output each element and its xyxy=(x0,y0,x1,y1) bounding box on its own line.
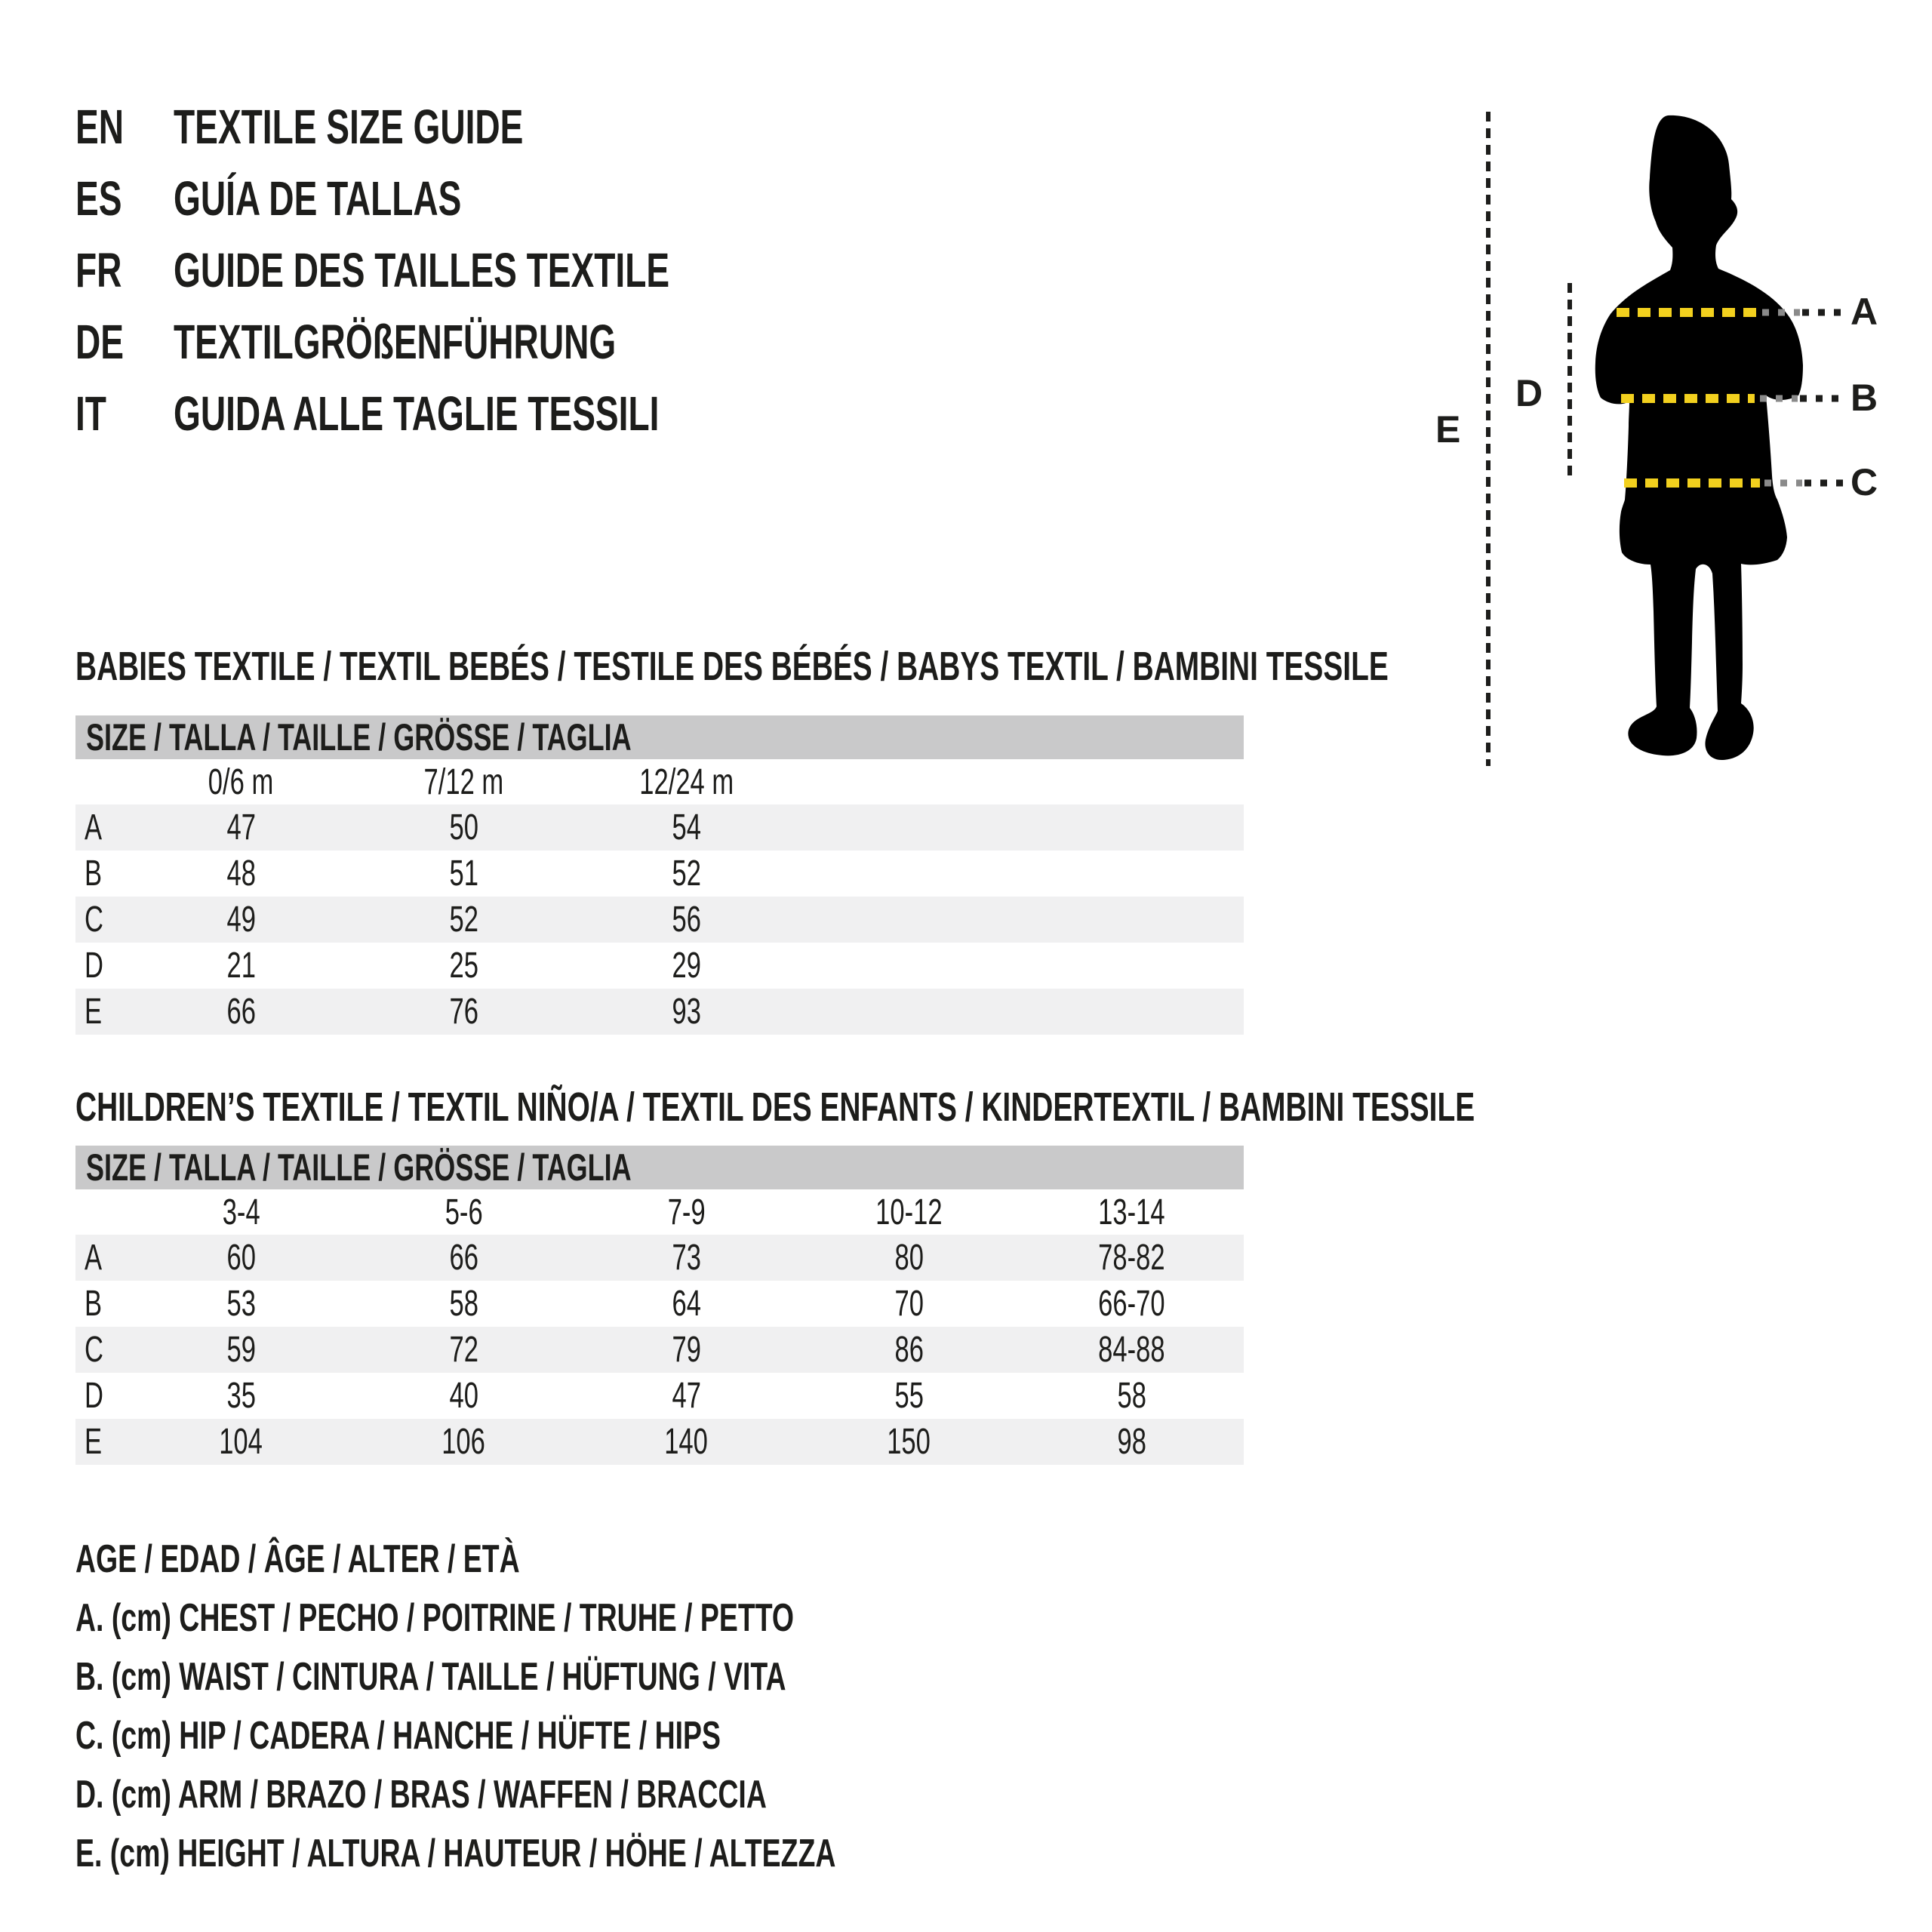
children-section-heading: CHILDREN’S TEXTILE / TEXTIL NIÑO/A / TEXTIL DES ENFANTS / KINDERTEXTIL / BAMBINI TESSILE xyxy=(75,1084,1475,1130)
label-height-e: E xyxy=(1435,408,1461,451)
language-title-block xyxy=(75,91,863,449)
children-table-header-bar xyxy=(75,1146,1244,1189)
lang-code-es: ES xyxy=(75,171,122,226)
table-row: C 59 72 79 86 84-88 xyxy=(75,1327,1244,1373)
label-chest-a: A xyxy=(1850,291,1878,333)
children-col-1: 5-6 xyxy=(445,1192,483,1232)
table-row: E 66 76 93 xyxy=(75,989,1244,1035)
children-col-4: 13-14 xyxy=(1098,1192,1165,1232)
title-row-es xyxy=(75,162,863,234)
table-row: A 47 50 54 xyxy=(75,804,1244,851)
title-es: GUÍA DE TALLAS xyxy=(174,171,462,226)
title-it: GUIDA ALLE TAGLIE TESSILI xyxy=(174,386,660,441)
title-en: TEXTILE SIZE GUIDE xyxy=(174,99,524,154)
babies-size-header-label: SIZE / TALLA / TAILLE / GRÖSSE / TAGLIA xyxy=(86,716,632,758)
babies-column-header-row xyxy=(75,759,1244,804)
children-size-header-label: SIZE / TALLA / TAILLE / GRÖSSE / TAGLIA xyxy=(86,1146,632,1189)
lang-code-de: DE xyxy=(75,314,125,369)
children-col-0: 3-4 xyxy=(222,1192,260,1232)
title-de: TEXTILGRÖßENFÜHRUNG xyxy=(174,314,617,369)
table-row: C 49 52 56 xyxy=(75,897,1244,943)
children-size-table xyxy=(75,1146,1244,1465)
title-row-en xyxy=(75,91,863,162)
legend-age: AGE / EDAD / ÂGE / ALTER / ETÀ xyxy=(75,1537,520,1581)
table-row: A 60 66 73 80 78-82 xyxy=(75,1235,1244,1281)
title-fr: GUIDE DES TAILLES TEXTILE xyxy=(174,242,670,297)
babies-col-1: 7/12 m xyxy=(423,761,504,802)
legend-hip: C. (cm) HIP / CADERA / HANCHE / HÜFTE / HIPS xyxy=(75,1714,721,1758)
child-measurement-diagram xyxy=(1419,45,1932,815)
table-row: D 21 25 29 xyxy=(85,946,701,986)
title-row-de xyxy=(75,306,863,377)
children-col-3: 10-12 xyxy=(875,1192,943,1232)
babies-col-2: 12/24 m xyxy=(639,761,734,802)
lang-code-it: IT xyxy=(75,386,106,441)
label-hip-c: C xyxy=(1850,461,1878,503)
babies-section-heading: BABIES TEXTILE / TEXTIL BEBÉS / TESTILE DES BÉBÉS / BABYS TEXTIL / BAMBINI TESSILE xyxy=(75,644,1389,689)
legend-chest: A. (cm) CHEST / PECHO / POITRINE / TRUHE / PETTO xyxy=(75,1596,795,1640)
legend-waist: B. (cm) WAIST / CINTURA / TAILLE / HÜFTUNG / VITA xyxy=(75,1655,786,1699)
children-col-2: 7-9 xyxy=(667,1192,706,1232)
legend-arm: D. (cm) ARM / BRAZO / BRAS / WAFFEN / BRACCIA xyxy=(75,1773,767,1817)
babies-col-0: 0/6 m xyxy=(208,761,274,802)
lang-code-fr: FR xyxy=(75,242,122,297)
children-column-header-row xyxy=(75,1189,1244,1235)
title-row-fr xyxy=(75,234,863,306)
table-row: B 48 51 52 xyxy=(85,854,701,894)
legend-height: E. (cm) HEIGHT / ALTURA / HAUTEUR / HÖHE / ALTEZZA xyxy=(75,1832,836,1875)
babies-size-table xyxy=(75,715,1244,1035)
table-row: B 53 58 64 70 66-70 xyxy=(85,1284,1165,1324)
lang-code-en: EN xyxy=(75,99,125,154)
title-row-it xyxy=(75,377,863,449)
table-row: E 104 106 140 150 98 xyxy=(75,1419,1244,1465)
babies-table-header-bar xyxy=(75,715,1244,759)
label-waist-b: B xyxy=(1850,377,1878,419)
table-row: D 35 40 47 55 58 xyxy=(85,1376,1146,1416)
label-arm-d: D xyxy=(1515,372,1543,414)
